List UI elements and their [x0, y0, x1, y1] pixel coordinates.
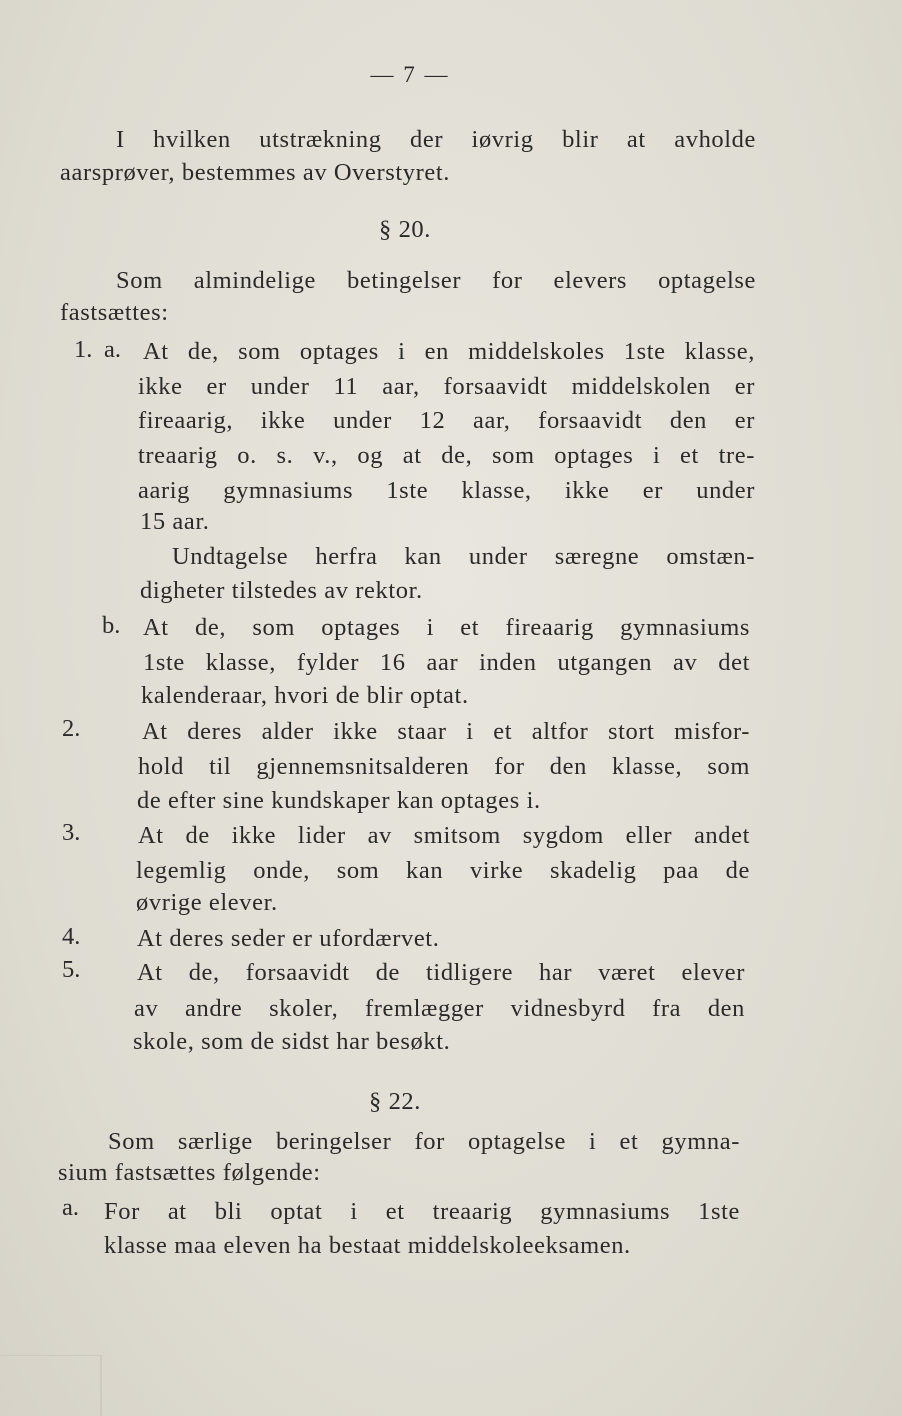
page-number: — 7 —: [370, 62, 450, 87]
item-1a-letter: a.: [104, 336, 121, 363]
item-1b-letter: b.: [102, 612, 121, 639]
intro-line-1: I hvilken utstrækning der iøvrig blir at avholde: [116, 126, 756, 153]
item-3-line: øvrige elever.: [136, 889, 278, 916]
section-20-intro-line-2: fastsættes:: [60, 299, 169, 326]
item-2-line: de efter sine kundskaper kan optages i.: [137, 787, 541, 814]
item-1a-line: aarig gymnasiums 1ste klasse, ikke er under: [138, 477, 755, 504]
item-a-line: For at bli optat i et treaarig gymnasiums 1ste: [104, 1198, 740, 1225]
section-20-intro-line-1: Som almindelige betingelser for elevers optagelse: [116, 267, 756, 294]
item-2-number: 2.: [62, 715, 81, 742]
page-margin-edge: [0, 1355, 102, 1416]
item-5-line: skole, som de sidst har besøkt.: [133, 1028, 451, 1055]
item-5-line: av andre skoler, fremlægger vidnesbyrd fra den: [134, 995, 745, 1022]
section-22-heading: § 22.: [369, 1088, 421, 1115]
item-1a-note-line: Undtagelse herfra kan under særegne omstæn-: [172, 543, 755, 570]
item-5-number: 5.: [62, 956, 81, 983]
item-3-line: legemlig onde, som kan virke skadelig paa de: [136, 857, 750, 884]
item-1b-line: 1ste klasse, fylder 16 aar inden utgangen av det: [143, 649, 750, 676]
item-1b-line: At de, som optages i et fireaarig gymnasiums: [143, 614, 750, 641]
item-a-letter: a.: [62, 1194, 79, 1221]
section-22-intro-line-2: sium fastsættes følgende:: [58, 1159, 321, 1186]
item-1a-line: fireaarig, ikke under 12 aar, forsaavidt den er: [138, 407, 755, 434]
item-1a-note-line: digheter tilstedes av rektor.: [140, 577, 423, 604]
item-4-number: 4.: [62, 923, 81, 950]
intro-line-2: aarsprøver, bestemmes av Overstyret.: [60, 159, 451, 186]
item-4-line: At deres seder er ufordærvet.: [137, 925, 440, 952]
item-5-line: At de, forsaavidt de tidligere har været elever: [137, 959, 745, 986]
item-1a-line: At de, som optages i en middelskoles 1ste klasse,: [143, 338, 755, 365]
item-1a-line: treaarig o. s. v., og at de, som optages i et tre-: [138, 442, 755, 469]
item-3-number: 3.: [62, 819, 81, 846]
item-2-line: At deres alder ikke staar i et altfor stort misfor-: [142, 718, 750, 745]
item-1a-line: 15 aar.: [140, 508, 210, 535]
section-22-intro-line-1: Som særlige beringelser for optagelse i et gymna-: [108, 1128, 740, 1155]
item-1-number: 1.: [74, 336, 93, 363]
item-3-line: At de ikke lider av smitsom sygdom eller andet: [138, 822, 750, 849]
item-1a-line: ikke er under 11 aar, forsaavidt middelskolen er: [138, 373, 755, 400]
item-1b-line: kalenderaar, hvori de blir optat.: [141, 682, 469, 709]
item-2-line: hold til gjennemsnitsalderen for den klasse, som: [138, 753, 750, 780]
section-20-heading: § 20.: [379, 216, 431, 243]
item-a-line: klasse maa eleven ha bestaat middelskoleeksamen.: [104, 1232, 631, 1259]
